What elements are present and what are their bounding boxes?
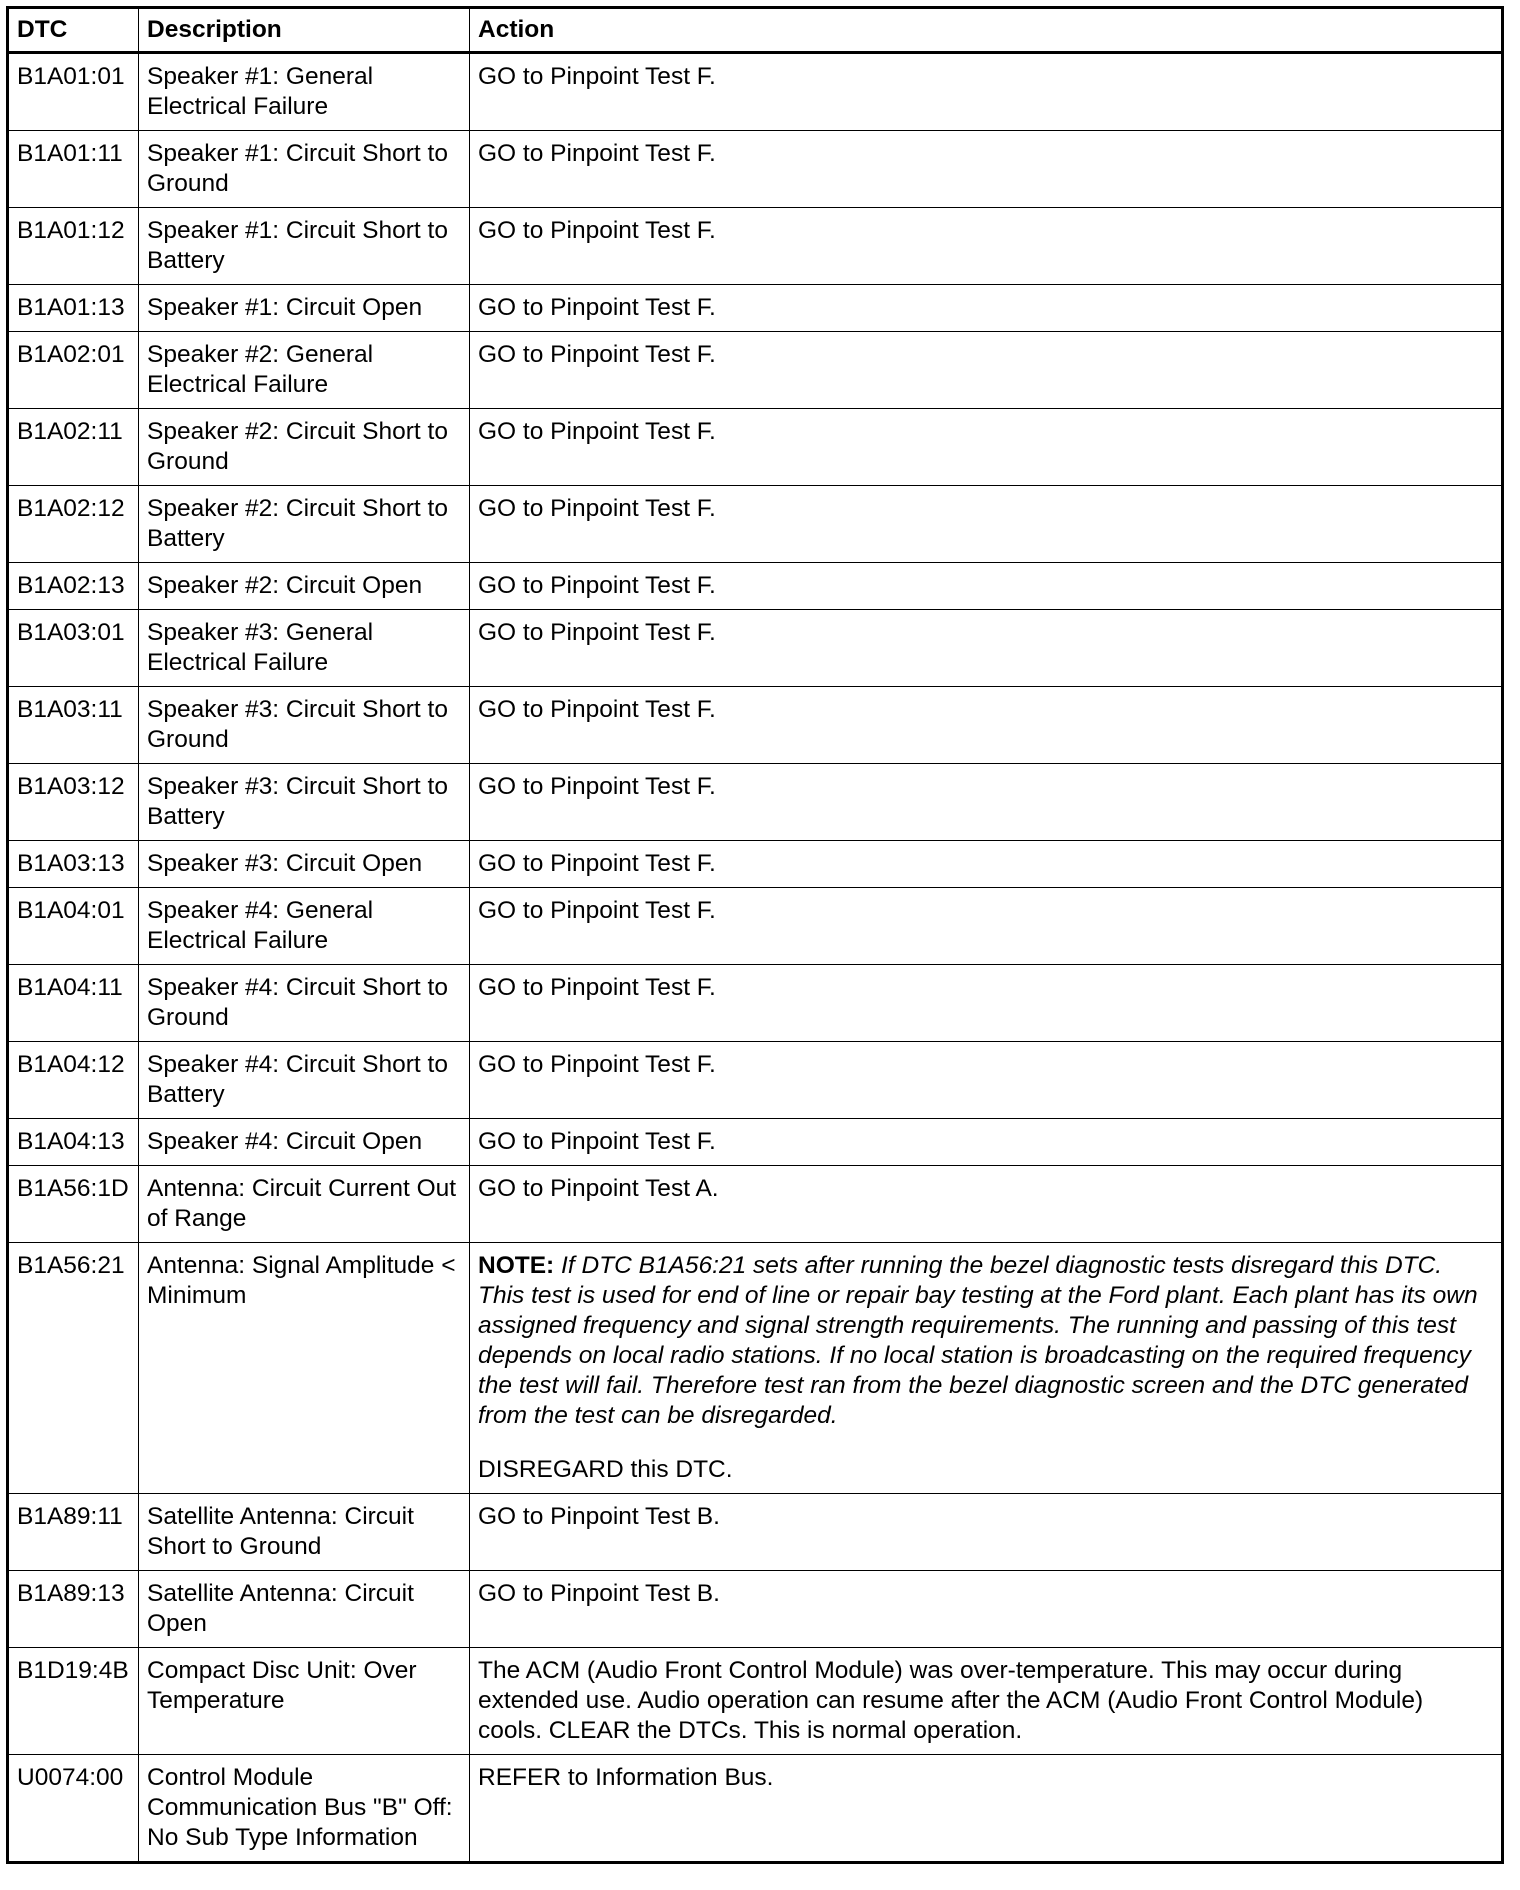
dtc-cell: B1A01:01 <box>8 53 139 131</box>
header-row <box>8 8 1503 53</box>
dtc-cell: B1A03:11 <box>8 687 139 764</box>
dtc-cell: B1A89:13 <box>8 1571 139 1648</box>
action-cell: GO to Pinpoint Test F. <box>470 1042 1503 1119</box>
description-cell: Speaker #4: General Electrical Failure <box>139 888 470 965</box>
action-cell: GO to Pinpoint Test F. <box>470 965 1503 1042</box>
action-cell: GO to Pinpoint Test B. <box>470 1571 1503 1648</box>
action-cell: GO to Pinpoint Test F. <box>470 409 1503 486</box>
action-cell: GO to Pinpoint Test F. <box>470 841 1503 888</box>
dtc-cell: B1A01:12 <box>8 208 139 285</box>
description-cell: Satellite Antenna: Circuit Short to Ground <box>139 1494 470 1571</box>
description-cell: Speaker #4: Circuit Open <box>139 1119 470 1166</box>
description-cell: Compact Disc Unit: Over Temperature <box>139 1648 470 1755</box>
dtc-cell: B1A02:13 <box>8 563 139 610</box>
note-block <box>478 1251 1493 1431</box>
dtc-cell: B1D19:4B <box>8 1648 139 1755</box>
description-cell: Speaker #1: Circuit Short to Ground <box>139 131 470 208</box>
description-cell: Speaker #1: General Electrical Failure <box>139 53 470 131</box>
table-row <box>8 563 1503 610</box>
table-row <box>8 1571 1503 1648</box>
table-row <box>8 888 1503 965</box>
action-cell: GO to Pinpoint Test F. <box>470 1119 1503 1166</box>
dtc-cell: B1A04:13 <box>8 1119 139 1166</box>
table-row <box>8 1119 1503 1166</box>
table-row <box>8 965 1503 1042</box>
action-cell: REFER to Information Bus. <box>470 1755 1503 1863</box>
dtc-cell: B1A01:13 <box>8 285 139 332</box>
description-cell: Antenna: Circuit Current Out of Range <box>139 1166 470 1243</box>
action-cell: GO to Pinpoint Test F. <box>470 563 1503 610</box>
action-cell: The ACM (Audio Front Control Module) was over-temperature. This may occur during extended use. Audio operation can resume after the ACM (Audio Front Control Module) cools. CLEAR the DTCs. This is normal operation. <box>470 1648 1503 1755</box>
description-cell: Speaker #1: Circuit Short to Battery <box>139 208 470 285</box>
table-row <box>8 1243 1503 1494</box>
description-cell: Satellite Antenna: Circuit Open <box>139 1571 470 1648</box>
dtc-cell: B1A03:13 <box>8 841 139 888</box>
table-row <box>8 687 1503 764</box>
dtc-cell: B1A02:11 <box>8 409 139 486</box>
table-row <box>8 610 1503 687</box>
dtc-cell: B1A03:12 <box>8 764 139 841</box>
action-cell: GO to Pinpoint Test F. <box>470 332 1503 409</box>
dtc-cell: B1A56:1D <box>8 1166 139 1243</box>
dtc-cell: B1A56:21 <box>8 1243 139 1494</box>
description-cell: Speaker #3: Circuit Short to Battery <box>139 764 470 841</box>
dtc-cell: B1A01:11 <box>8 131 139 208</box>
table-row <box>8 409 1503 486</box>
dtc-column-header: DTC <box>8 8 139 53</box>
description-cell: Speaker #1: Circuit Open <box>139 285 470 332</box>
action-cell: GO to Pinpoint Test F. <box>470 610 1503 687</box>
description-cell: Speaker #2: Circuit Short to Battery <box>139 486 470 563</box>
table-row <box>8 1494 1503 1571</box>
note-label: NOTE: <box>478 1252 555 1279</box>
table-row <box>8 1755 1503 1863</box>
description-cell: Speaker #4: Circuit Short to Ground <box>139 965 470 1042</box>
description-cell: Speaker #3: Circuit Short to Ground <box>139 687 470 764</box>
action-cell: GO to Pinpoint Test F. <box>470 764 1503 841</box>
action-cell: GO to Pinpoint Test B. <box>470 1494 1503 1571</box>
table-row <box>8 332 1503 409</box>
table-row <box>8 285 1503 332</box>
action-cell: GO to Pinpoint Test F. <box>470 285 1503 332</box>
description-cell: Speaker #2: Circuit Short to Ground <box>139 409 470 486</box>
table-row <box>8 1166 1503 1243</box>
table-row <box>8 208 1503 285</box>
action-cell: GO to Pinpoint Test F. <box>470 687 1503 764</box>
dtc-cell: B1A04:12 <box>8 1042 139 1119</box>
action-cell: GO to Pinpoint Test A. <box>470 1166 1503 1243</box>
table-row <box>8 1648 1503 1755</box>
action-column-header: Action <box>470 8 1503 53</box>
action-cell: GO to Pinpoint Test F. <box>470 486 1503 563</box>
dtc-cell: B1A89:11 <box>8 1494 139 1571</box>
description-cell: Speaker #3: General Electrical Failure <box>139 610 470 687</box>
action-text: DISREGARD this DTC. <box>478 1456 733 1483</box>
table-row <box>8 486 1503 563</box>
dtc-table <box>6 6 1504 1864</box>
dtc-cell: B1A03:01 <box>8 610 139 687</box>
description-cell: Speaker #2: Circuit Open <box>139 563 470 610</box>
note-text: If DTC B1A56:21 sets after running the bezel diagnostic tests disregard this DTC. This test is used for end of line or repair bay testing at the Ford plant. Each plant has its own assigned frequency and signal strength requirements. The running and passing of this test depends on local radio stations. If no local station is broadcasting on the required frequency the test will fail. Therefore test ran from the bezel diagnostic screen and the DTC generated from the test can be disregarded. <box>478 1252 1478 1429</box>
dtc-cell: B1A04:01 <box>8 888 139 965</box>
action-cell <box>470 1243 1503 1494</box>
dtc-cell: B1A02:01 <box>8 332 139 409</box>
description-cell: Speaker #2: General Electrical Failure <box>139 332 470 409</box>
description-cell: Antenna: Signal Amplitude < Minimum <box>139 1243 470 1494</box>
action-cell: GO to Pinpoint Test F. <box>470 131 1503 208</box>
description-column-header: Description <box>139 8 470 53</box>
description-cell: Speaker #4: Circuit Short to Battery <box>139 1042 470 1119</box>
dtc-cell: B1A04:11 <box>8 965 139 1042</box>
description-cell: Speaker #3: Circuit Open <box>139 841 470 888</box>
description-cell: Control Module Communication Bus "B" Off: No Sub Type Information <box>139 1755 470 1863</box>
action-cell: GO to Pinpoint Test F. <box>470 888 1503 965</box>
table-row <box>8 841 1503 888</box>
table-row <box>8 131 1503 208</box>
dtc-cell: U0074:00 <box>8 1755 139 1863</box>
action-cell: GO to Pinpoint Test F. <box>470 53 1503 131</box>
dtc-cell: B1A02:12 <box>8 486 139 563</box>
action-cell: GO to Pinpoint Test F. <box>470 208 1503 285</box>
table-row <box>8 53 1503 131</box>
table-row <box>8 1042 1503 1119</box>
table-row <box>8 764 1503 841</box>
